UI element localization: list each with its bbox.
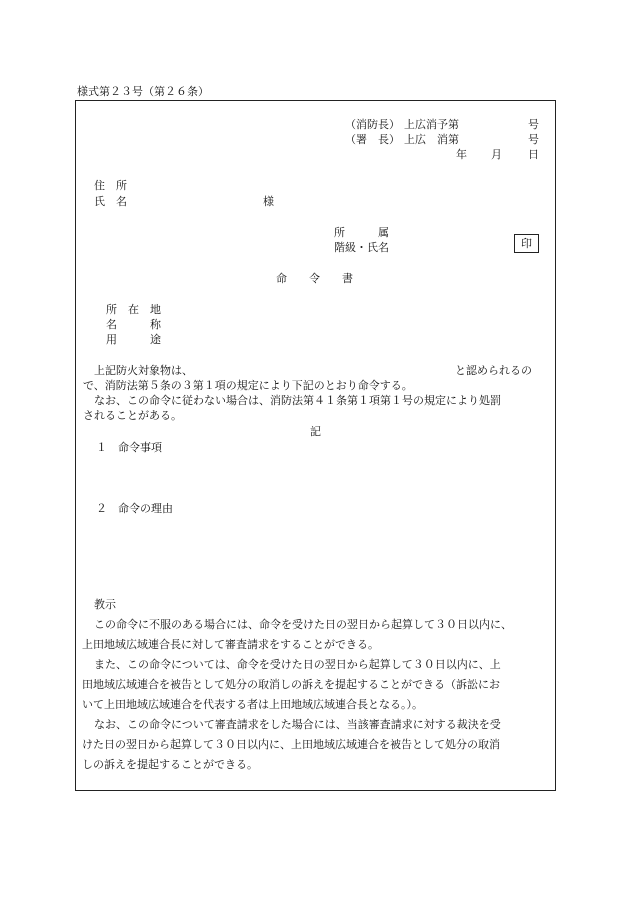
instruction-line: また、この命令については、命令を受けた日の翌日から起算して３０日以内に、上 <box>94 658 501 671</box>
date-month: 月 <box>491 148 502 161</box>
date-year: 年 <box>456 148 467 161</box>
instruction-line: しの訴えを提起することができる。 <box>82 758 258 771</box>
addressee-honorific: 様 <box>263 195 274 208</box>
station-chief-number-suffix: 号 <box>528 133 539 146</box>
instruction-line: 田地域広域連合を被告として処分の取消しの訴えを提起することができる（訴訟にお <box>82 678 500 691</box>
item-1-number: １ <box>96 441 107 454</box>
body-paragraph-2-line-2: されることがある。 <box>83 409 182 422</box>
record-heading: 記 <box>310 425 321 438</box>
item-1-label: 命令事項 <box>118 441 162 454</box>
station-chief-prefix: （署 長） <box>345 133 400 146</box>
instruction-line: いて上田地域広域連合を代表する者は上田地域広域連合長となる。）。 <box>82 698 423 711</box>
item-2-label: 命令の理由 <box>118 502 173 515</box>
body-paragraph-1-end: と認められるの <box>455 364 532 377</box>
addressee-name-label: 氏 名 <box>94 195 127 208</box>
form-number: 様式第２３号（第２６条） <box>77 85 209 98</box>
body-paragraph-2-line-1: なお、この命令に従わない場合は、消防法第４１条第１項第１号の規定により処罰 <box>94 394 501 407</box>
date-day: 日 <box>528 148 539 161</box>
instruction-heading: 教示 <box>94 598 116 611</box>
instruction-line: 上田地域広域連合長に対して審査請求をすることができる。 <box>82 638 379 651</box>
target-name-label: 名 称 <box>106 318 161 331</box>
instruction-line: けた日の翌日から起算して３０日以内に、上田地域広域連合を被告として処分の取消 <box>82 738 500 751</box>
target-location-label: 所 在 地 <box>106 303 161 316</box>
item-2-number: ２ <box>96 502 107 515</box>
station-chief-office: 上広 消第 <box>404 133 459 146</box>
body-paragraph-1-line-2: で、消防法第５条の３第１項の規定により下記のとおり命令する。 <box>83 379 413 392</box>
body-paragraph-1-start: 上記防火対象物は、 <box>94 364 193 377</box>
instruction-line: なお、この命令について審査請求をした場合には、当該審査請求に対する裁決を受 <box>94 718 501 731</box>
fire-chief-number-suffix: 号 <box>528 118 539 131</box>
addressee-address-label: 住 所 <box>94 179 127 192</box>
fire-chief-office: 上広消予第 <box>404 118 459 131</box>
document-title: 命 令 書 <box>276 272 353 285</box>
issuer-rank-name-label: 階級・氏名 <box>334 241 389 254</box>
seal-box: 印 <box>514 234 539 253</box>
instruction-line: この命令に不服のある場合には、命令を受けた日の翌日から起算して３０日以内に、 <box>94 618 512 631</box>
target-use-label: 用 途 <box>106 333 161 346</box>
issuer-affiliation-label: 所 属 <box>334 226 389 239</box>
fire-chief-prefix: （消防長） <box>345 118 400 131</box>
